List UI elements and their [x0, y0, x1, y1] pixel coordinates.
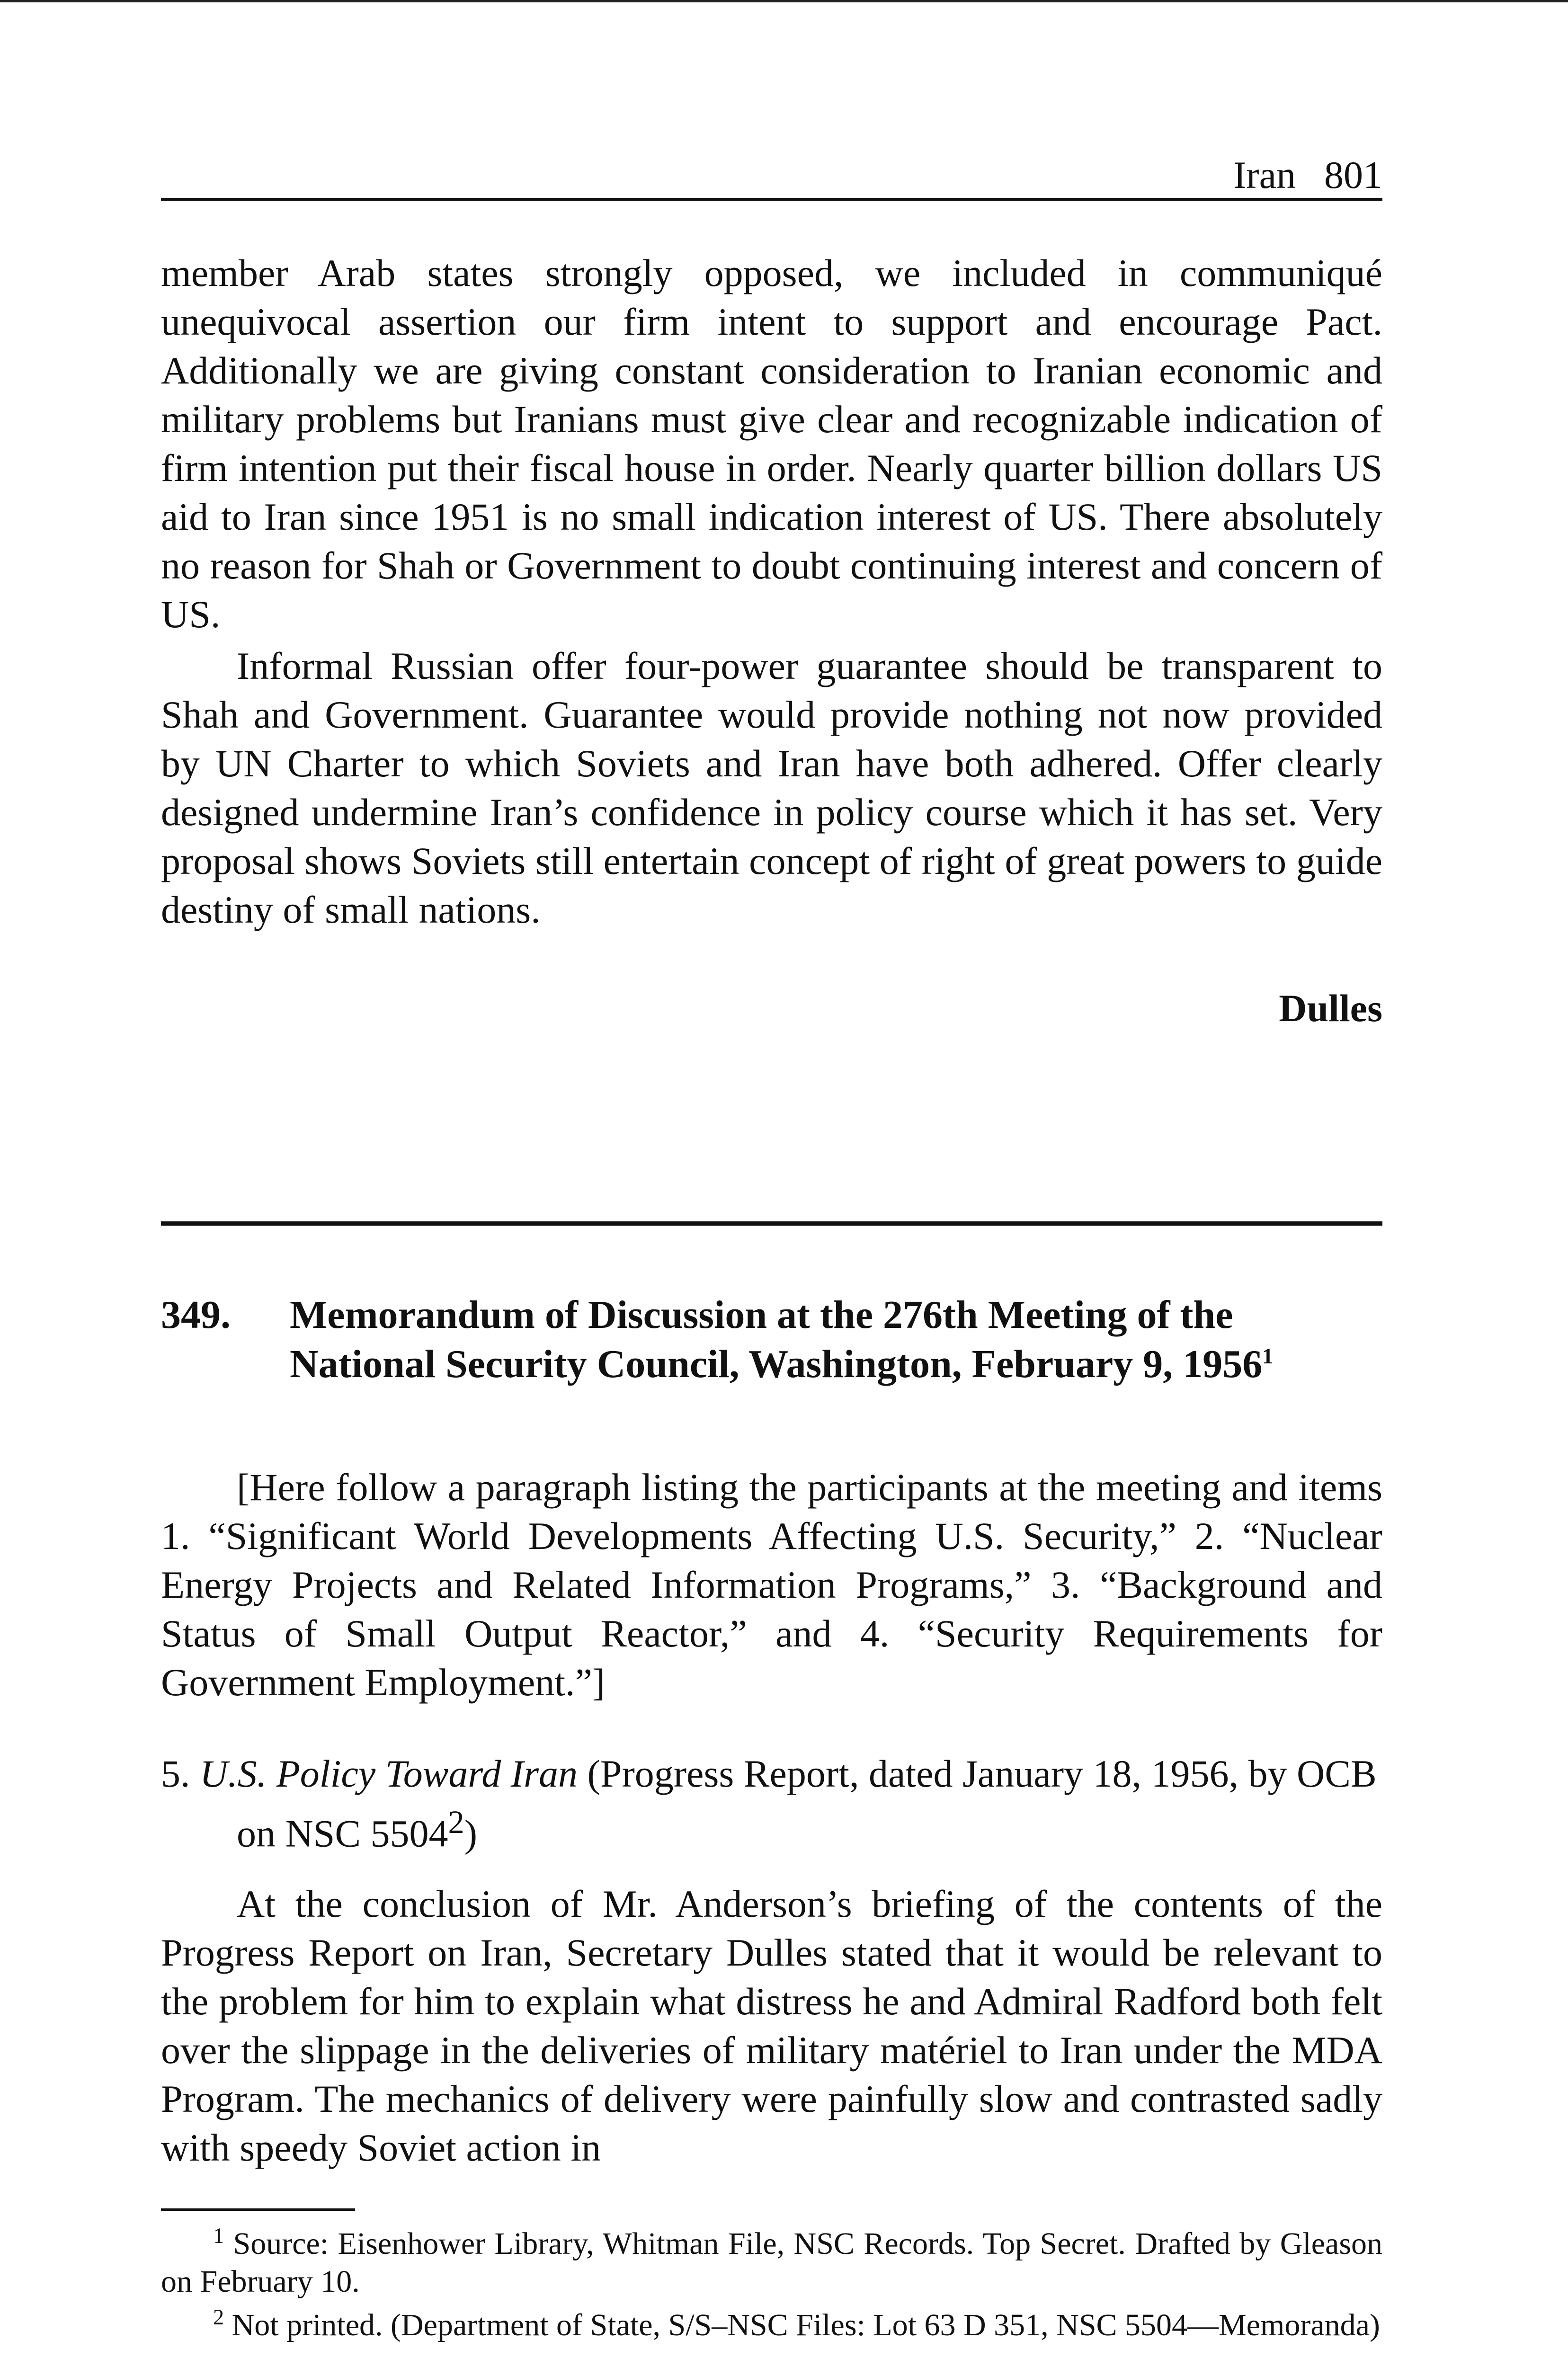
continued-paragraph: member Arab states strongly opposed, we included in communiqué unequivocal assertion our firm intent to support and encourage Pact. Additionally we are giving constant consideration to Iranian economic and military problems but Iranians must give clear and recognizable indication of firm intention put their fiscal house in order. Nearly quarter billion dollars US aid to Iran since 1951 is no small indication interest of US. There absolutely no reason for Shah or Government to doubt continuing interest and concern of US.	[161, 251, 1382, 636]
agenda-item-heading	[161, 1749, 1382, 1858]
continued-telegram-text	[161, 249, 1382, 934]
footnote-1	[161, 2225, 1382, 2301]
footnote-2	[161, 2306, 1382, 2344]
document-number: 349.	[161, 1293, 231, 1337]
item-footnote-marker[interactable]: 2	[448, 1804, 464, 1840]
signature: Dulles	[1279, 987, 1382, 1030]
footnotes	[161, 2225, 1382, 2350]
footnote-1-text: Source: Eisenhower Library, Whitman File, NSC Records. Top Secret. Drafted by Gleason on February 10.	[161, 2226, 1383, 2299]
editorial-note-block	[161, 1463, 1382, 1707]
header-section-title: Iran	[1233, 153, 1296, 196]
header-rule	[161, 198, 1382, 201]
editorial-note: [Here follow a paragraph listing the participants at the meeting and items 1. “Significant World Developments Affecting U.S. Security,” 2. “Nuclear Energy Projects and Related Information Programs,” 3. “Background and Status of Small Output Reactor,” and 4. “Security Requirements for Government Employment.”]	[161, 1466, 1382, 1704]
footnote-2-mark: 2	[213, 2305, 224, 2329]
title-footnote-marker[interactable]: 1	[1262, 1344, 1274, 1368]
discussion-text	[161, 1879, 1382, 2172]
guarantee-paragraph: Informal Russian offer four-power guarantee should be transparent to Shah and Government. Guarantee would provide nothing not now provided by UN Charter to which Soviets and Iran have both adhered. Offer clearly designed undermine Iran’s confidence in policy course which it has set. Very proposal shows Soviets still entertain concept of right of great powers to guide destiny of small nations.	[161, 644, 1382, 931]
document-title-text: Memorandum of Discussion at the 276th Meeting of the National Security Council, Washington, February 9, 1956	[290, 1293, 1263, 1386]
agenda-item-note: (Progress Report, dated January 18, 1956, by OCB on NSC 5504	[237, 1752, 1377, 1855]
section-divider	[161, 1221, 1382, 1226]
footnote-rule	[161, 2208, 355, 2211]
scan-top-edge	[0, 0, 1568, 2]
footnote-2-text: Not printed. (Department of State, S/S–NSC Files: Lot 63 D 351, NSC 5504—Memoranda)	[232, 2308, 1380, 2342]
footnote-1-mark: 1	[213, 2224, 224, 2248]
discussion-paragraph: At the conclusion of Mr. Anderson’s briefing of the contents of the Progress Report on Iran, Secretary Dulles stated that it would be relevant to the problem for him to explain what distress he and Admiral Radford both felt over the slippage in the deliveries of military matériel to Iran under the MDA Program. The mechanics of delivery were painfully slow and contrasted sadly with speedy Soviet action in	[161, 1882, 1382, 2169]
agenda-item-title: U.S. Policy Toward Iran	[200, 1752, 578, 1795]
document-title	[290, 1290, 1379, 1389]
agenda-item-note-close: )	[464, 1812, 477, 1855]
running-header	[161, 151, 1382, 199]
page-number: 801	[1324, 153, 1382, 196]
agenda-item-number: 5.	[161, 1752, 190, 1795]
